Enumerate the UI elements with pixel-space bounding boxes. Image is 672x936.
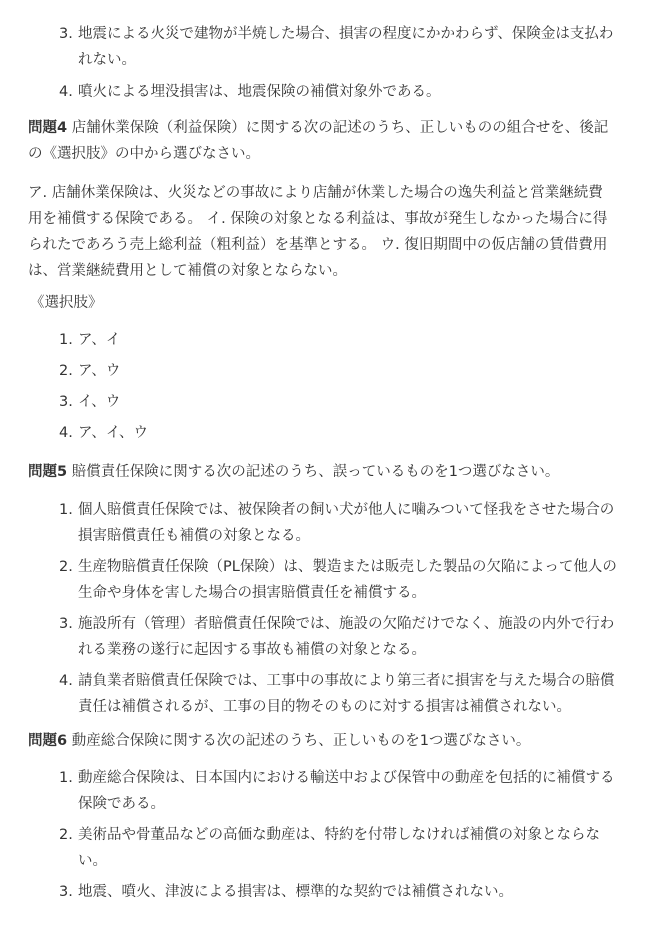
- question-label: 問題5: [28, 464, 68, 480]
- question-5-options: [28, 497, 648, 720]
- question-6-prompt: 問題6 動産総合保険に関する次の記述のうち、正しいものを1つ選びなさい。: [28, 733, 531, 749]
- q6-option-1: 1. 動産総合保険は、日本国内における輸送中および保管中の動産を包括的に補償する 保険である。: [59, 770, 615, 812]
- question-label: 問題4: [28, 120, 68, 136]
- choice-4: 4. ア、イ、ウ: [59, 425, 149, 441]
- question-4-prompt: 問題4 店舗休業保険（利益保険）に関する次の記述のうち、正しいものの組合せを、後記 の《選択肢》の中から選びなさい。: [28, 120, 609, 162]
- q5-option-1: 1. 個人賠償責任保険では、被保険者の飼い犬が他人に噛みついて怪我をさせた場合の 損害賠償責任も補償の対象となる。: [59, 502, 615, 544]
- q5-option-4: 4. 請負業者賠償責任保険では、工事中の事故により第三者に損害を与えた場合の賠償 責任は補償されるが、工事の目的物そのものに対する損害は補償されない。: [59, 673, 615, 715]
- question-4: [28, 115, 648, 167]
- q5-option-3: 3. 施設所有（管理）者賠償責任保険では、施設の欠陥だけでなく、施設の内外で行わ れる業務の遂行に起因する事故も補償の対象となる。: [59, 616, 615, 658]
- q3-option-4: 4. 噴火による埋没損害は、地震保険の補償対象外である。: [40, 79, 648, 105]
- question-5-prompt: 問題5 賠償責任保険に関する次の記述のうち、誤っているものを1つ選びなさい。: [28, 464, 560, 480]
- choice-1: 1. ア、イ: [59, 332, 121, 348]
- choice-3: 3. イ、ウ: [59, 394, 121, 410]
- question-4-statements: ア. 店舗休業保険は、火災などの事故により店舗が休業した場合の逸失利益と営業継続費 用を補償する保険である。 イ. 保険の対象となる利益は、事故が発生しなかった場合に得 られたであろう売上総利益（粗利益）を基準とする。 ウ. 復旧期間中の仮店舗の賃借費用 は、営業継続費用として補償の対象とならない。: [28, 185, 608, 279]
- option-number: 3.: [59, 26, 73, 42]
- q3-option-3: 3. 地震による火災で建物が半焼した場合、損害の程度にかかわらず、保険金は支払わ れない。: [40, 21, 648, 73]
- question-6-options: [28, 765, 648, 905]
- choices-heading: 《選択肢》: [30, 295, 103, 311]
- q6-option-3: 3. 地震、噴火、津波による損害は、標準的な契約では補償されない。: [59, 884, 513, 900]
- choice-2: 2. ア、ウ: [59, 363, 121, 379]
- q3-options-list: [28, 21, 648, 105]
- q6-option-2: 2. 美術品や骨董品などの高価な動産は、特約を付帯しなければ補償の対象とならな い。: [59, 827, 600, 869]
- question-4-choices: [28, 327, 648, 451]
- question-label: 問題6: [28, 733, 68, 749]
- option-number: 4.: [59, 84, 73, 100]
- q5-option-2: 2. 生産物賠償責任保険（PL保険）は、製造または販売した製品の欠陥によって他人の 生命や身体を害した場合の損害賠償責任を補償する。: [59, 559, 617, 601]
